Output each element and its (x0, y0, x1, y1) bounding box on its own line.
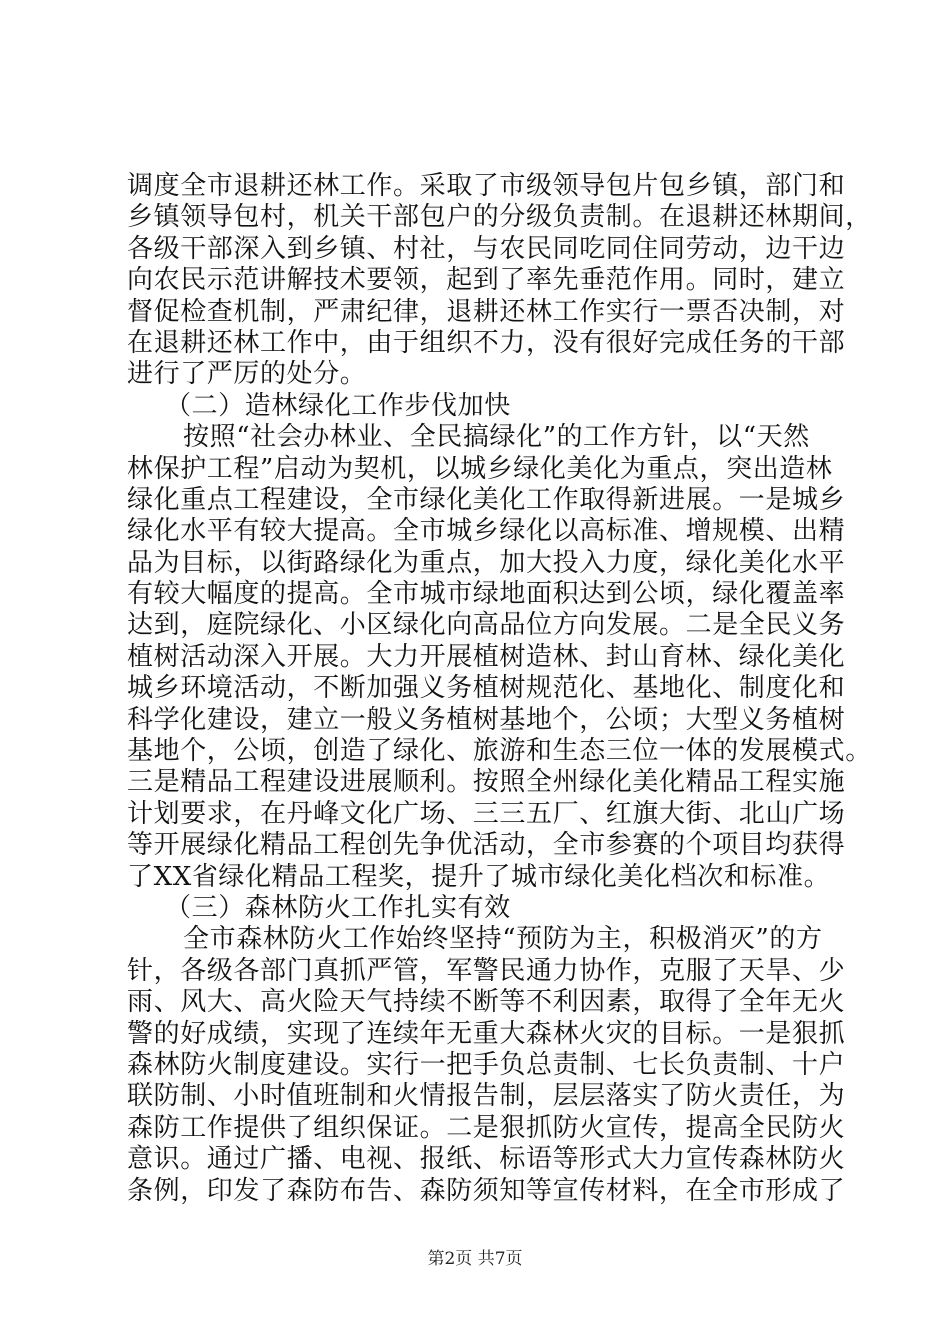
text-line: 雨、风大、高火险天气持续不断等不利因素，取得了全年无火 (127, 987, 846, 1018)
text-line: 植树活动深入开展。大力开展植树造林、封山育林、绿化美化 (127, 641, 846, 672)
text-line: 科学化建设，建立一般义务植树基地个，公顷；大型义务植树 (127, 704, 846, 735)
text-line: 进行了严厉的处分。 (127, 359, 367, 390)
text-line: 绿化重点工程建设，全市绿化美化工作取得新进展。一是城乡 (127, 484, 846, 515)
text-line: 品为目标，以街路绿化为重点，加大投入力度，绿化美化水平 (127, 547, 846, 578)
text-line: 基地个，公顷，创造了绿化、旅游和生态三位一体的发展模式。 (127, 736, 872, 767)
text-line: 督促检查机制，严肃纪律，退耕还林工作实行一票否决制，对 (127, 296, 846, 327)
text-line: 意识。通过广播、电视、报纸、标语等形式大力宣传森林防火 (127, 1144, 846, 1175)
text-line: 条例，印发了森防布告、森防须知等宣传材料，在全市形成了 (127, 1175, 846, 1206)
text-line: 计划要求，在丹峰文化广场、三三五厂、红旗大街、北山广场 (127, 798, 846, 829)
document-body (127, 171, 872, 1207)
text-line: 了XX省绿化精品工程奖，提升了城市绿化美化档次和标准。 (127, 861, 831, 892)
text-line: 在退耕还林工作中，由于组织不力，没有很好完成任务的干部 (127, 327, 846, 358)
text-line: 警的好成绩，实现了连续年无重大森林火灾的目标。一是狠抓 (127, 1018, 846, 1049)
text-line: 向农民示范讲解技术要领，起到了率先垂范作用。同时，建立 (127, 265, 846, 296)
text-line: 达到，庭院绿化、小区绿化向高品位方向发展。二是全民义务 (127, 610, 846, 641)
text-line: 针，各级各部门真抓严管，军警民通力协作，克服了天旱、少 (127, 955, 846, 986)
text-line: 调度全市退耕还林工作。采取了市级领导包片包乡镇，部门和 (127, 171, 846, 201)
text-line: 绿化水平有较大提高。全市城乡绿化以高标准、增规模、出精 (127, 516, 846, 547)
text-line: 乡镇领导包村，机关干部包户的分级负责制。在退耕还林期间， (127, 202, 872, 233)
section-heading: （二）造林绿化工作步伐加快 (165, 390, 511, 421)
text-line: 按照“社会办林业、全民搞绿化”的工作方针，以“天然 (183, 422, 810, 453)
text-line: 林保护工程”启动为契机，以城乡绿化美化为重点，突出造林 (127, 453, 833, 484)
text-line: 森防工作提供了组织保证。二是狠抓防火宣传，提高全民防火 (127, 1112, 846, 1143)
section-heading: （三）森林防火工作扎实有效 (165, 892, 511, 923)
text-line: 城乡环境活动，不断加强义务植树规范化、基地化、制度化和 (127, 673, 846, 704)
text-line: 等开展绿化精品工程创先争优活动，全市参赛的个项目均获得 (127, 830, 846, 861)
text-line: 全市森林防火工作始终坚持“预防为主，积极消灭”的方 (183, 924, 823, 955)
text-line: 有较大幅度的提高。全市城市绿地面积达到公顷，绿化覆盖率 (127, 579, 846, 610)
text-line: 森林防火制度建设。实行一把手负总责制、七长负责制、十户 (127, 1049, 846, 1080)
text-line: 三是精品工程建设进展顺利。按照全州绿化美化精品工程实施 (127, 767, 846, 798)
text-line: 各级干部深入到乡镇、村社，与农民同吃同住同劳动，边干边 (127, 233, 846, 264)
text-line: 联防制、小时值班制和火情报告制，层层落实了防火责任，为 (127, 1081, 846, 1112)
page-footer: 第2页 共7页 (427, 1249, 523, 1269)
